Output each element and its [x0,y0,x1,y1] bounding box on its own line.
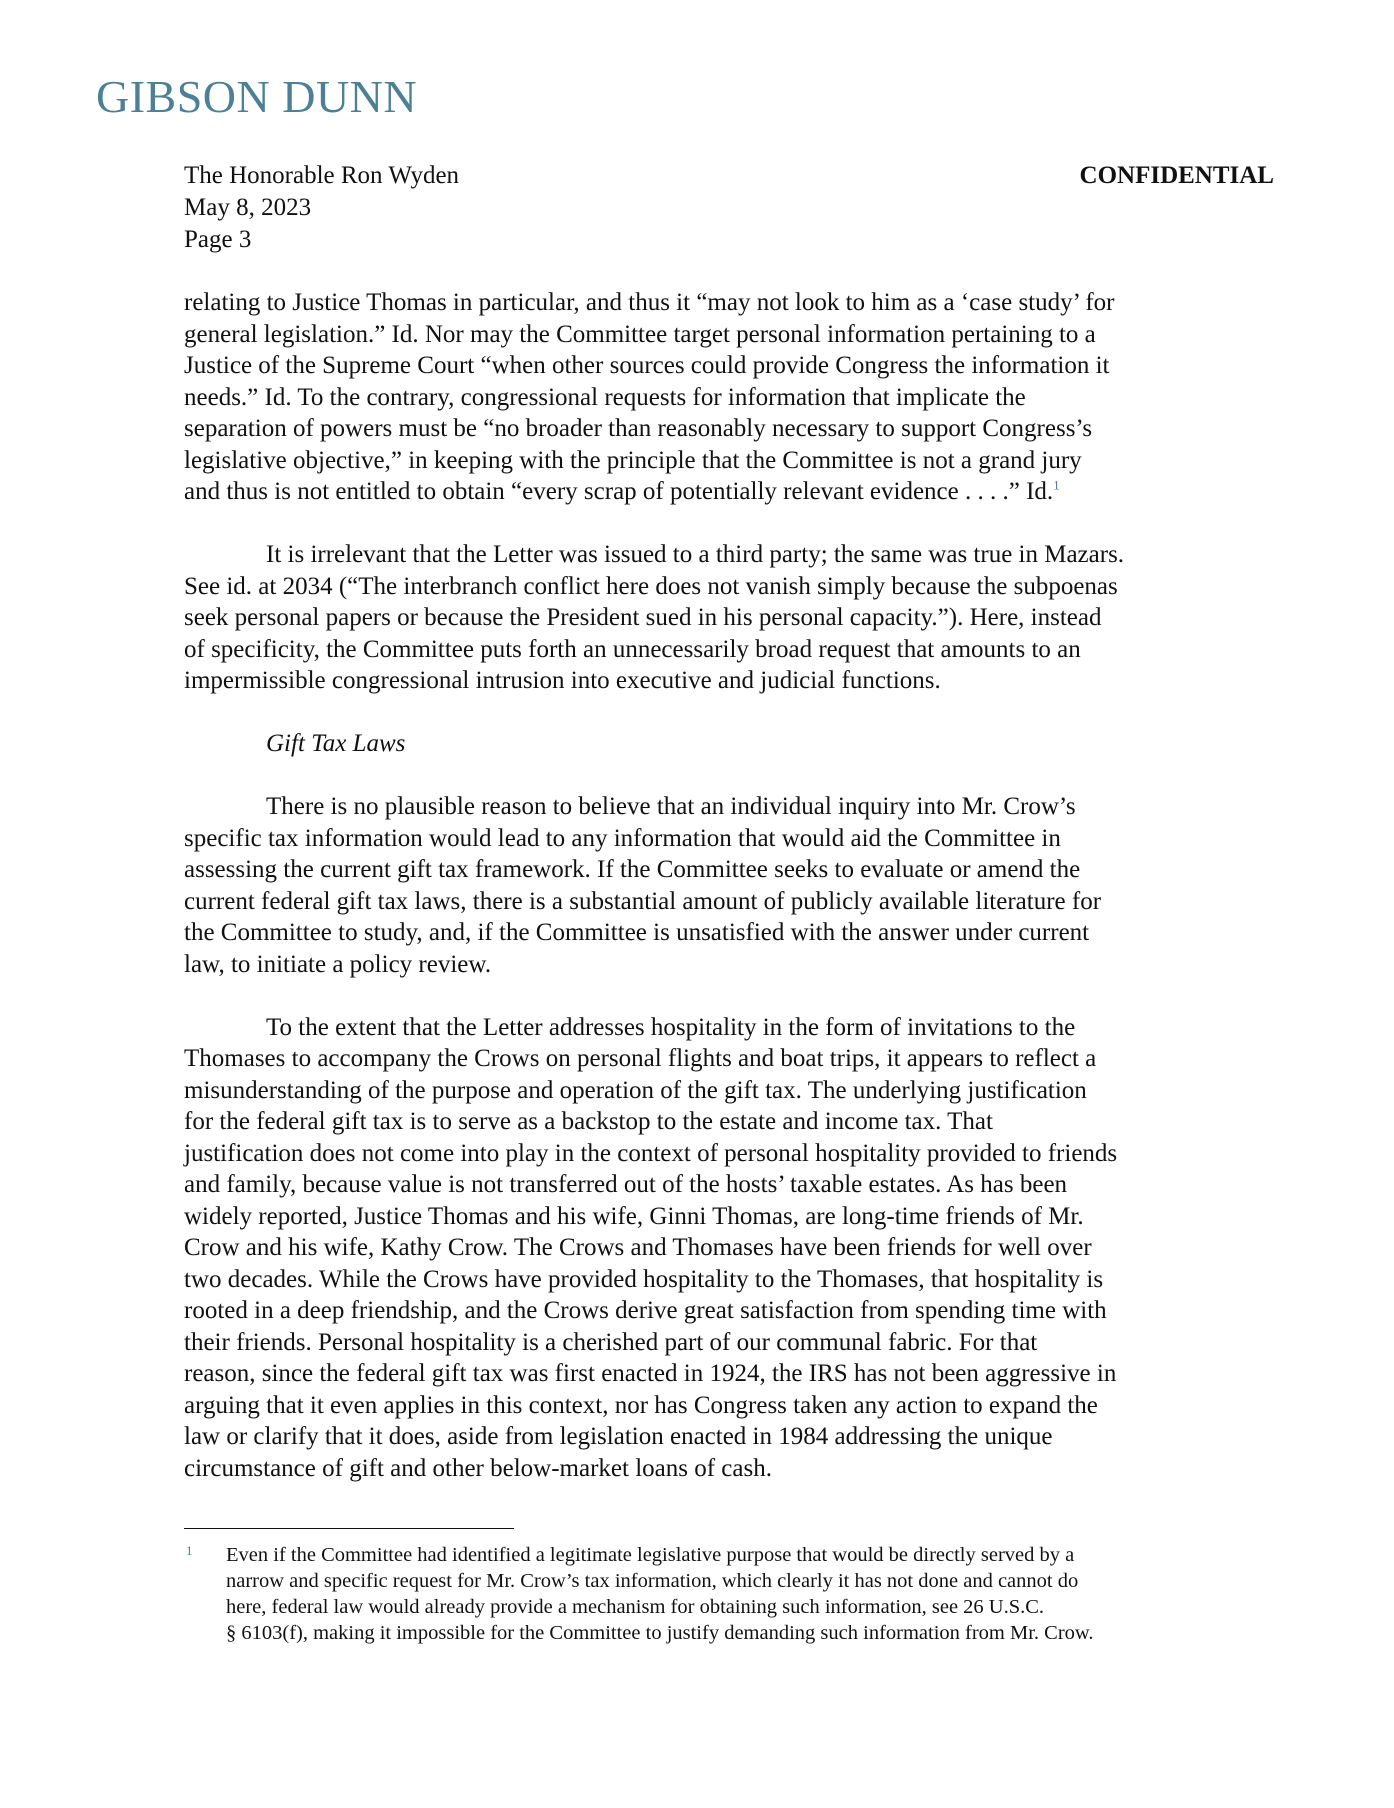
text-line: needs.” Id. To the contrary, congressional requests for information that implicate the [184,383,1026,411]
text-line: law or clarify that it does, aside from legislation enacted in 1984 addressing the unique [184,1423,1053,1450]
text-line: rooted in a deep friendship, and the Crows derive great satisfaction from spending time with [184,1297,1107,1324]
firm-logo: GIBSON DUNN [96,71,418,122]
text-line: widely reported, Justice Thomas and his wife, Ginni Thomas, are long-time friends of Mr. [184,1202,1084,1230]
text-line: separation of powers must be “no broader than reasonably necessary to support Congress’s [184,415,1093,442]
text-line: legislative objective,” in keeping with the principle that the Committee is not a grand jury [184,446,1082,474]
text-span: and thus is not entitled to obtain “every scrap of potentially relevant evidence . . . .” Id. [184,478,1054,505]
text-line: relating to Justice Thomas in particular, and thus it “may not look to him as a ‘case study’ for [184,289,1115,316]
recipient-line: The Honorable Ron Wyden [184,162,460,189]
text-line: two decades. While the Crows have provided hospitality to the Thomases, that hospitality is [184,1265,1104,1293]
text-line: Crow and his wife, Kathy Crow. The Crows and Thomases have been friends for well over [184,1234,1092,1261]
text-line: misunderstanding of the purpose and operation of the gift tax. The underlying justification [184,1076,1087,1104]
text-line: reason, since the federal gift tax was first enacted in 1924, the IRS has not been aggressive in [184,1360,1117,1387]
text-line: arguing that it even applies in this context, nor has Congress taken any action to expand the [184,1391,1098,1419]
text-line: seek personal papers or because the President sued in his personal capacity.”). Here, instead [184,604,1102,631]
letter-header [184,160,1274,256]
footnote-line: narrow and specific request for Mr. Crow’s tax information, which clearly it has not done and cannot do [226,1570,1079,1592]
paragraph-1 [184,287,1220,508]
text-line [184,476,1220,508]
paragraph-2 [184,539,1220,697]
text-line: There is no plausible reason to believe that an individual inquiry into Mr. Crow’s [266,793,1076,820]
section-heading-text: Gift Tax Laws [266,730,406,757]
footnote-line: Even if the Committee had identified a legitimate legislative purpose that would be directly served by a [226,1544,1075,1566]
date-line: May 8, 2023 [184,194,312,221]
text-line: of specificity, the Committee puts forth an unnecessarily broad request that amounts to an [184,635,1081,663]
paragraph-3 [184,791,1220,980]
text-line: law, to initiate a policy review. [184,950,492,978]
text-line: the Committee to study, and, if the Committee is unsatisfied with the answer under current [184,919,1090,946]
text-line: impermissible congressional intrusion into executive and judicial functions. [184,667,941,694]
confidential-label: CONFIDENTIAL [1079,162,1274,189]
paragraph-4 [184,1012,1220,1485]
footnote-line: § 6103(f), making it impossible for the Committee to justify demanding such information from Mr. Crow. [226,1622,1094,1644]
footnote-ref-1[interactable]: 1 [1053,477,1060,493]
footnote-1 [184,1542,1224,1646]
footnote-divider [184,1528,514,1529]
text-line: general legislation.” Id. Nor may the Committee target personal information pertaining to a [184,320,1096,348]
footnote-text [226,1542,1224,1646]
text-line: for the federal gift tax is to serve as a backstop to the estate and income tax. That [184,1108,993,1135]
text-line: See id. at 2034 (“The interbranch conflict here does not vanish simply because the subpoenas [184,572,1118,600]
text-line: Thomases to accompany the Crows on personal flights and boat trips, it appears to reflect a [184,1045,1097,1072]
page-number: Page 3 [184,226,252,253]
letter-body [184,287,1220,1516]
text-line: and family, because value is not transferred out of the hosts’ taxable estates. As has been [184,1171,1068,1198]
footnote-number: 1 [186,1543,193,1558]
text-line: It is irrelevant that the Letter was issued to a third party; the same was true in Mazars. [266,541,1125,568]
text-line: assessing the current gift tax framework. If the Committee seeks to evaluate or amend the [184,856,1081,883]
text-line: circumstance of gift and other below-market loans of cash. [184,1454,772,1482]
text-line: Justice of the Supreme Court “when other sources could provide Congress the information it [184,352,1110,379]
text-line: specific tax information would lead to any information that would aid the Committee in [184,824,1061,852]
text-line: To the extent that the Letter addresses hospitality in the form of invitations to the [266,1013,1076,1041]
text-line: justification does not come into play in the context of personal hospitality provided to friends [184,1139,1118,1167]
text-line: current federal gift tax laws, there is a substantial amount of publicly available literature for [184,887,1102,915]
text-line: their friends. Personal hospitality is a cherished part of our communal fabric. For that [184,1328,1038,1356]
section-heading [184,728,1220,760]
footnote-line: here, federal law would already provide a mechanism for obtaining such information, see 26 U.S.C. [226,1596,1045,1618]
